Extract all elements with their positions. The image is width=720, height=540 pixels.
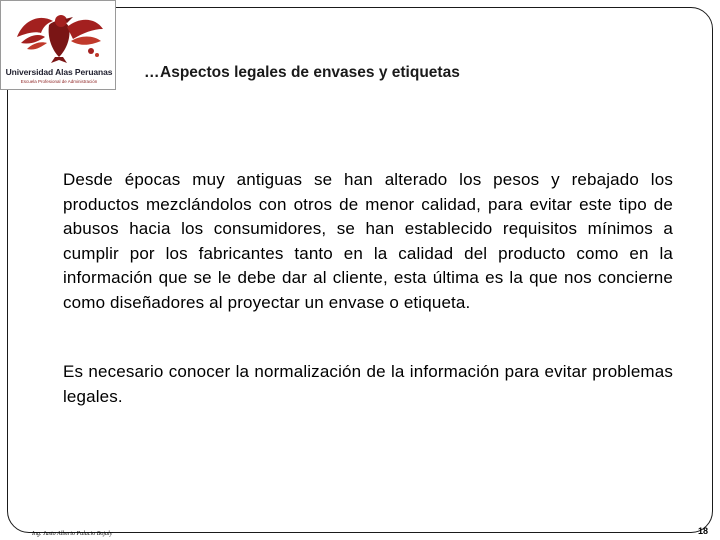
- body-paragraph-2: Es necesario conocer la normalización de la información para evitar problemas legales.: [63, 362, 673, 406]
- winged-figure-emblem-icon: [9, 7, 109, 65]
- university-logo: [0, 0, 116, 90]
- logo-name: Universidad Alas Peruanas: [5, 67, 113, 77]
- title-text: Aspectos legales de envases y etiquetas: [160, 64, 460, 81]
- slide-title: [144, 64, 460, 82]
- footer-credit: Ing. Justo Alberto Palacio Bojaly: [32, 531, 113, 537]
- page-number: 18: [697, 526, 708, 536]
- logo-tagline: Escuela Profesional de Administración: [20, 79, 98, 84]
- body-paragraph-1: Desde épocas muy antiguas se han alterado los pesos y rebajado los productos mezclándolos con otros de menor calidad, para evitar este tipo de abusos hacia los consumidores, se han establecido requisitos mínimos a cumplir por los fabricantes tanto en la calidad del producto como en la información que se le debe dar al cliente, esta última es la que nos concierne como diseñadores al proyectar un envase o etiqueta.: [63, 170, 673, 312]
- title-ellipsis: …: [144, 64, 160, 81]
